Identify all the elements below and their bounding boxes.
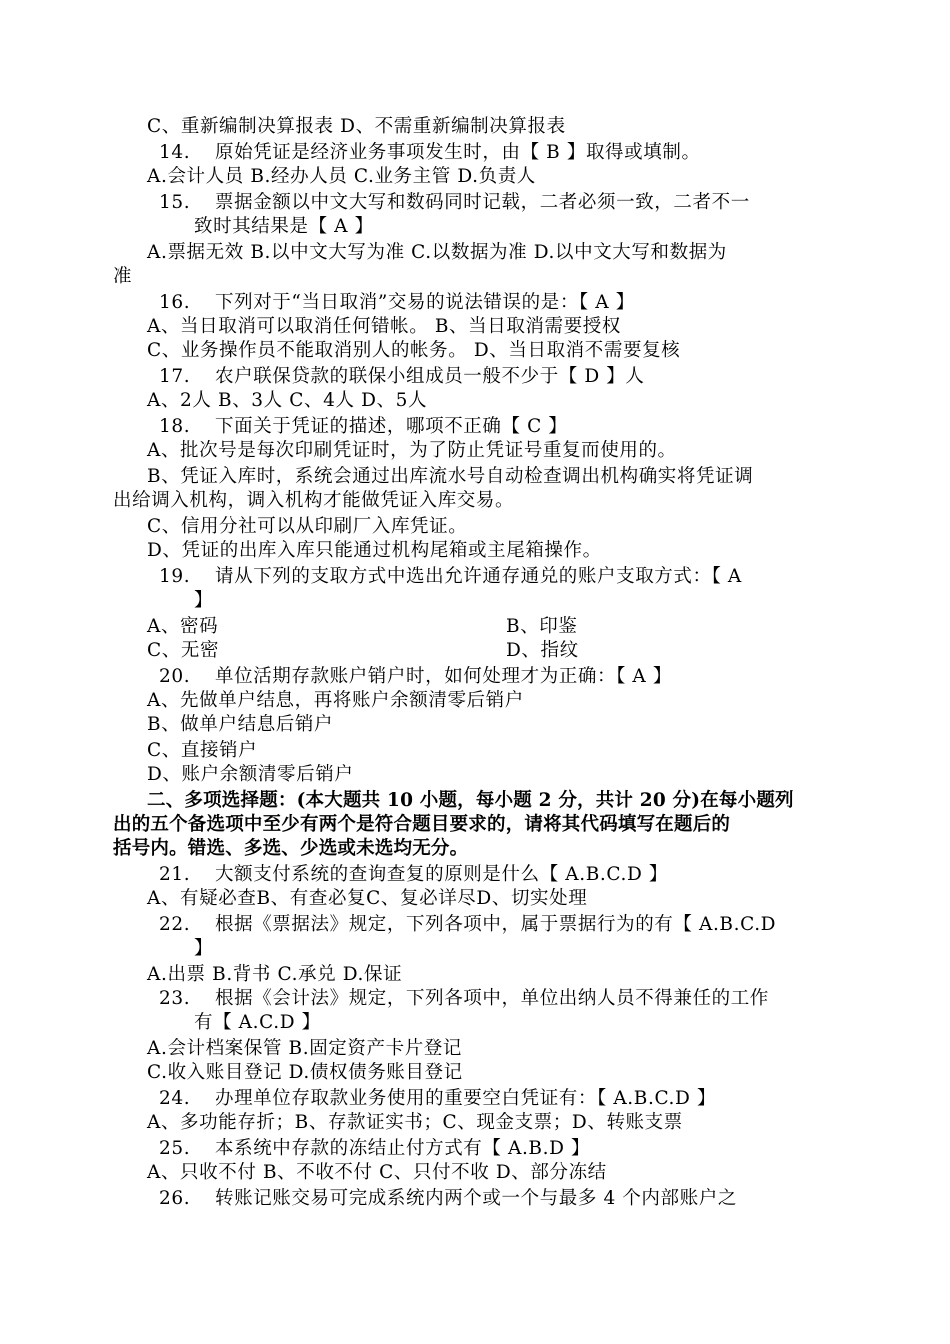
question-line [159, 987, 769, 1011]
question-number: 18. [159, 416, 191, 437]
text-line [147, 1161, 607, 1185]
text-line [147, 339, 680, 363]
question-number: 25. [159, 1138, 191, 1159]
line-text: D、指纹 [506, 640, 579, 661]
question-number: 24. [159, 1088, 191, 1109]
question-number: 20. [159, 666, 191, 687]
question-number: 15. [159, 192, 191, 213]
question-number: 22. [159, 914, 191, 935]
line-text: 有【 A.C.D 】 [194, 1012, 321, 1033]
question-number: 26. [159, 1188, 191, 1209]
question-line [159, 1087, 716, 1111]
question-line [159, 191, 750, 215]
line-text: C、无密 [147, 640, 220, 661]
line-text: 准 [113, 266, 133, 287]
text-line [147, 615, 218, 639]
text-line [147, 1037, 462, 1061]
question-line [159, 665, 672, 689]
line-text: B、做单户结息后销户 [147, 714, 334, 735]
text-line [113, 489, 514, 513]
line-text: A.票据无效 B.以中文大写为准 C.以数据为准 D.以中文大写和数据为 [147, 242, 727, 263]
line-text: C、重新编制决算报表 D、不需重新编制决算报表 [147, 116, 566, 137]
text-line [147, 515, 467, 539]
line-text: 票据金额以中文大写和数码同时记载，二者必须一致，二者不一 [215, 192, 750, 213]
text-line [147, 165, 536, 189]
question-number: 21. [159, 864, 191, 885]
text-line [147, 639, 219, 663]
line-text: A、当日取消可以取消任何错帐。 B、当日取消需要授权 [147, 316, 621, 337]
line-text: A、有疑必查B、有查必复C、复必详尽D、切实处理 [147, 888, 588, 909]
text-line [113, 265, 132, 289]
question-number: 16. [159, 292, 191, 313]
line-text: A、只收不付 B、不收不付 C、只付不收 D、部分冻结 [147, 1162, 607, 1183]
line-text: C.收入账目登记 D.债权债务账目登记 [147, 1062, 463, 1083]
text-line [147, 763, 353, 787]
question-line [159, 1137, 590, 1161]
text-line [147, 465, 753, 489]
text-line [147, 1061, 463, 1085]
line-text: 下列对于“当日取消”交易的说法错误的是：【 A 】 [215, 292, 635, 313]
line-text: 农户联保贷款的联保小组成员一般不少于【 D 】人 [215, 366, 645, 387]
line-text: 下面关于凭证的描述，哪项不正确【 C 】 [215, 416, 568, 437]
question-number: 19. [159, 566, 191, 587]
question-line [159, 365, 645, 389]
question-line [159, 863, 668, 887]
text-line [147, 241, 727, 265]
line-text: 请从下列的支取方式中选出允许通存通兑的账户支取方式：【 A [215, 566, 742, 587]
line-text: C、直接销户 [147, 740, 258, 761]
line-text: 致时其结果是【 A 】 [194, 216, 374, 237]
line-text: 括号内。错选、多选、少选或未选均无分。 [113, 838, 469, 859]
line-text: B、印鉴 [506, 616, 578, 637]
text-line [147, 689, 524, 713]
text-line [194, 1011, 321, 1035]
line-text: 根据《会计法》规定，下列各项中，单位出纳人员不得兼任的工作 [215, 988, 769, 1009]
text-line [194, 215, 374, 239]
question-line [159, 913, 776, 937]
section-heading-line [113, 813, 730, 837]
line-text: C、业务操作员不能取消别人的帐务。 D、当日取消不需要复核 [147, 340, 681, 361]
line-text: A.会计档案保管 B.固定资产卡片登记 [147, 1038, 462, 1059]
question-line [159, 141, 701, 165]
line-text: A、批次号是每次印刷凭证时，为了防止凭证号重复而使用的。 [147, 440, 677, 461]
line-text: A.出票 B.背书 C.承兑 D.保证 [147, 964, 403, 985]
line-text: 原始凭证是经济业务事项发生时，由【 B 】取得或填制。 [215, 142, 701, 163]
text-line [194, 937, 213, 961]
question-line [159, 415, 567, 439]
line-text: 大额支付系统的查询查复的原则是什么【 A.B.C.D 】 [215, 864, 668, 885]
text-line [506, 639, 579, 663]
section-heading-line [113, 837, 468, 861]
text-line [147, 315, 621, 339]
question-line [159, 291, 635, 315]
text-line [147, 539, 602, 563]
line-text: 出给调入机构，调入机构才能做凭证入库交易。 [113, 490, 515, 511]
text-line [147, 1111, 683, 1135]
question-number: 14. [159, 142, 191, 163]
text-line [506, 615, 578, 639]
line-text: 办理单位存取款业务使用的重要空白凭证有：【 A.B.C.D 】 [215, 1088, 717, 1109]
line-text: 】 [194, 938, 214, 959]
line-text: D、凭证的出库入库只能通过机构尾箱或主尾箱操作。 [147, 540, 602, 561]
line-text: 单位活期存款账户销户时，如何处理才为正确：【 A 】 [215, 666, 672, 687]
text-line [147, 115, 566, 139]
line-text: D、账户余额清零后销户 [147, 764, 354, 785]
text-line [147, 739, 257, 763]
line-text: 本系统中存款的冻结止付方式有【 A.B.D 】 [215, 1138, 591, 1159]
line-text: A、先做单户结息，再将账户余额清零后销户 [147, 690, 524, 711]
line-text: A、多功能存折；B、存款证实书；C、现金支票；D、转账支票 [147, 1112, 683, 1133]
text-line [147, 887, 587, 911]
line-text: A.会计人员 B.经办人员 C.业务主管 D.负责人 [147, 166, 536, 187]
question-line [159, 1187, 737, 1211]
text-line [147, 963, 402, 987]
line-text: A、密码 [147, 616, 219, 637]
line-text: C、信用分社可以从印刷厂入库凭证。 [147, 516, 468, 537]
text-line [147, 713, 333, 737]
line-text: 根据《票据法》规定，下列各项中，属于票据行为的有【 A.B.C.D [215, 914, 777, 935]
line-text: A、2人 B、3人 C、4人 D、5人 [147, 390, 428, 411]
line-text: 】 [194, 590, 214, 611]
question-number: 17. [159, 366, 191, 387]
question-line [159, 565, 742, 589]
text-line [194, 589, 213, 613]
line-text: B、凭证入库时，系统会通过出库流水号自动检查调出机构确实将凭证调 [147, 466, 754, 487]
text-line [147, 389, 427, 413]
question-number: 23. [159, 988, 191, 1009]
text-line [147, 439, 677, 463]
line-text: 二、多项选择题：(本大题共 10 小题，每小题 2 分，共计 20 分)在每小题列 [147, 790, 794, 811]
line-text: 出的五个备选项中至少有两个是符合题目要求的，请将其代码填写在题后的 [113, 814, 731, 835]
line-text: 转账记账交易可完成系统内两个或一个与最多 4 个内部账户之 [215, 1188, 737, 1209]
section-heading-line [147, 789, 794, 813]
